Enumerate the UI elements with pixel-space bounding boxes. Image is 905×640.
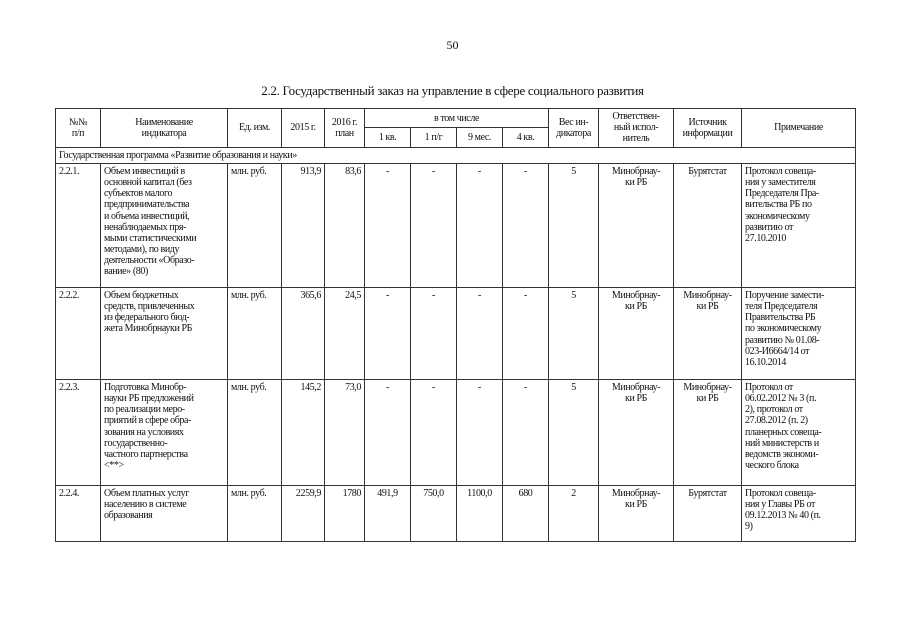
indicators-table <box>55 108 856 542</box>
indicator-name: Объем платных услуг населению в системе образования <box>101 485 228 541</box>
unit: млн. руб. <box>228 379 282 485</box>
header-unit: Ед. изм. <box>228 109 282 148</box>
row-num: 2.2.2. <box>56 287 101 379</box>
value-h1: - <box>411 379 457 485</box>
value-9m: - <box>457 163 503 287</box>
value-q1: - <box>365 163 411 287</box>
indicator-weight: 5 <box>549 163 599 287</box>
header-2015: 2015 г. <box>282 109 325 148</box>
table-header <box>56 109 856 148</box>
value-9m: 1100,0 <box>457 485 503 541</box>
info-source: Минобрнау- ки РБ <box>674 379 742 485</box>
header-2016-plan: 2016 г. план <box>325 109 365 148</box>
value-q1: - <box>365 287 411 379</box>
table-row <box>56 485 856 541</box>
value-h1: - <box>411 287 457 379</box>
indicator-name: Объем инвестиций в основной капитал (без субъектов малого предпринимательства и объема инвестиций, ненаблюдаемых пря- мыми статистическими методами), по виду деятельности «Образо- вание» (80) <box>101 163 228 287</box>
indicator-weight: 2 <box>549 485 599 541</box>
header-q1: 1 кв. <box>365 128 411 147</box>
value-9m: - <box>457 379 503 485</box>
indicator-name: Подготовка Минобр- науки РБ предложений по реализации меро- приятий в сфере обра- зования на условиях государственно- частного партнерства <**> <box>101 379 228 485</box>
value-2016-plan: 83,6 <box>325 163 365 287</box>
indicator-weight: 5 <box>549 379 599 485</box>
unit: млн. руб. <box>228 485 282 541</box>
program-name: Государственная программа «Развитие образования и науки» <box>56 147 856 163</box>
unit: млн. руб. <box>228 163 282 287</box>
note: Протокол совеща- ния у заместителя Председателя Пра- вительства РБ по экономическому развитию от 27.10.2010 <box>742 163 856 287</box>
row-num: 2.2.1. <box>56 163 101 287</box>
value-2016-plan: 24,5 <box>325 287 365 379</box>
responsible: Минобрнау- ки РБ <box>599 163 674 287</box>
header-num: №№ п/п <box>56 109 101 148</box>
responsible: Минобрнау- ки РБ <box>599 379 674 485</box>
unit: млн. руб. <box>228 287 282 379</box>
header-indicator-name: Наименование индикатора <box>101 109 228 148</box>
page-number: 50 <box>446 38 459 52</box>
value-2015: 365,6 <box>282 287 325 379</box>
info-source: Минобрнау- ки РБ <box>674 287 742 379</box>
info-source: Бурятстат <box>674 163 742 287</box>
header-responsible: Ответствен- ный испол- нитель <box>599 109 674 148</box>
header-weight: Вес ин- дикатора <box>549 109 599 148</box>
value-9m: - <box>457 287 503 379</box>
value-2015: 145,2 <box>282 379 325 485</box>
header-9m: 9 мес. <box>457 128 503 147</box>
value-h1: - <box>411 163 457 287</box>
value-q4: - <box>503 287 549 379</box>
table-body <box>56 147 856 541</box>
value-q4: - <box>503 163 549 287</box>
header-including: в том числе <box>365 109 549 128</box>
header-source: Источник информации <box>674 109 742 148</box>
value-q4: - <box>503 379 549 485</box>
value-2016-plan: 1780 <box>325 485 365 541</box>
value-2015: 913,9 <box>282 163 325 287</box>
value-q4: 680 <box>503 485 549 541</box>
note: Протокол совеща- ния у Главы РБ от 09.12.2013 № 40 (п. 9) <box>742 485 856 541</box>
header-q4: 4 кв. <box>503 128 549 147</box>
table-row <box>56 379 856 485</box>
section-row <box>56 147 856 163</box>
header-note: Примечание <box>742 109 856 148</box>
value-h1: 750,0 <box>411 485 457 541</box>
note: Поручение замести- теля Председателя Правительства РБ по экономическому развитию № 01.08- 023-И6664/14 от 16.10.2014 <box>742 287 856 379</box>
value-q1: 491,9 <box>365 485 411 541</box>
table-row <box>56 163 856 287</box>
header-row-1 <box>56 109 856 128</box>
responsible: Минобрнау- ки РБ <box>599 287 674 379</box>
table-row <box>56 287 856 379</box>
row-num: 2.2.3. <box>56 379 101 485</box>
section-title: 2.2. Государственный заказ на управление в сфере социального развития <box>261 83 644 98</box>
row-num: 2.2.4. <box>56 485 101 541</box>
note: Протокол от 06.02.2012 № 3 (п. 2), протокол от 27.08.2012 (п. 2) планерных совеща- ний министерств и ведомств экономи- ческого блока <box>742 379 856 485</box>
info-source: Бурятстат <box>674 485 742 541</box>
responsible: Минобрнау- ки РБ <box>599 485 674 541</box>
header-h1: 1 п/г <box>411 128 457 147</box>
value-2015: 2259,9 <box>282 485 325 541</box>
indicator-weight: 5 <box>549 287 599 379</box>
indicator-name: Объем бюджетных средств, привлеченных из федерального бюд- жета Минобрнауки РБ <box>101 287 228 379</box>
value-q1: - <box>365 379 411 485</box>
value-2016-plan: 73,0 <box>325 379 365 485</box>
